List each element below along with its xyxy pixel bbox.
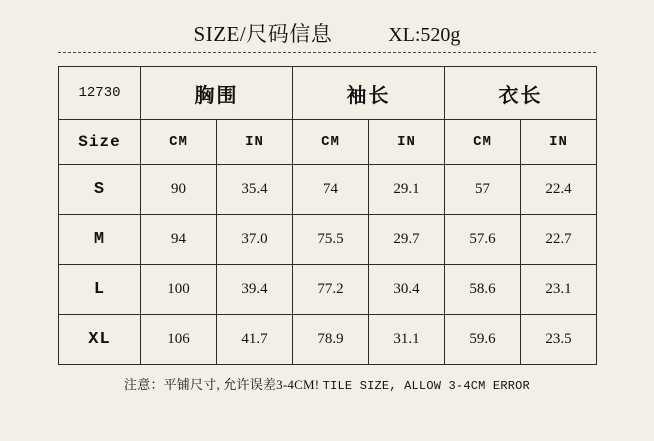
cell-value: 106	[141, 315, 217, 365]
group-header-sleeve: 袖长	[293, 67, 445, 120]
size-column-header: Size	[59, 120, 141, 165]
table-row	[59, 215, 597, 265]
table-row	[59, 315, 597, 365]
cell-value: 59.6	[445, 315, 521, 365]
cell-value: 31.1	[369, 315, 445, 365]
unit-sleeve-cm: CM	[293, 120, 369, 165]
size-name: L	[59, 265, 141, 315]
group-header-bust: 胸围	[141, 67, 293, 120]
cell-value: 39.4	[217, 265, 293, 315]
cell-value: 74	[293, 165, 369, 215]
unit-sleeve-in: IN	[369, 120, 445, 165]
cell-value: 78.9	[293, 315, 369, 365]
table-row	[59, 165, 597, 215]
page-title: SIZE/尺码信息	[193, 22, 333, 46]
cell-value: 30.4	[369, 265, 445, 315]
cell-value: 57.6	[445, 215, 521, 265]
cell-value: 94	[141, 215, 217, 265]
footer-note	[0, 374, 654, 393]
weight-label: XL:520g	[388, 24, 461, 46]
unit-bust-in: IN	[217, 120, 293, 165]
cell-value: 90	[141, 165, 217, 215]
cell-value: 41.7	[217, 315, 293, 365]
product-code: 12730	[59, 67, 141, 120]
table-row	[59, 265, 597, 315]
cell-value: 29.1	[369, 165, 445, 215]
divider	[58, 52, 596, 53]
cell-value: 35.4	[217, 165, 293, 215]
cell-value: 22.4	[521, 165, 597, 215]
footer-note-en: TILE SIZE, ALLOW 3-4CM ERROR	[322, 379, 530, 393]
cell-value: 58.6	[445, 265, 521, 315]
cell-value: 22.7	[521, 215, 597, 265]
cell-value: 29.7	[369, 215, 445, 265]
unit-length-cm: CM	[445, 120, 521, 165]
chart-header	[0, 18, 654, 48]
cell-value: 23.5	[521, 315, 597, 365]
unit-length-in: IN	[521, 120, 597, 165]
cell-value: 37.0	[217, 215, 293, 265]
size-table	[58, 66, 597, 365]
footer-note-cn: 注意：平铺尺寸, 允许误差3-4CM!	[124, 377, 320, 392]
group-header-length: 衣长	[445, 67, 597, 120]
size-name: S	[59, 165, 141, 215]
cell-value: 77.2	[293, 265, 369, 315]
size-name: M	[59, 215, 141, 265]
unit-bust-cm: CM	[141, 120, 217, 165]
cell-value: 57	[445, 165, 521, 215]
size-name: XL	[59, 315, 141, 365]
table-row-units	[59, 120, 597, 165]
table-row-groups	[59, 67, 597, 120]
cell-value: 100	[141, 265, 217, 315]
cell-value: 23.1	[521, 265, 597, 315]
cell-value: 75.5	[293, 215, 369, 265]
